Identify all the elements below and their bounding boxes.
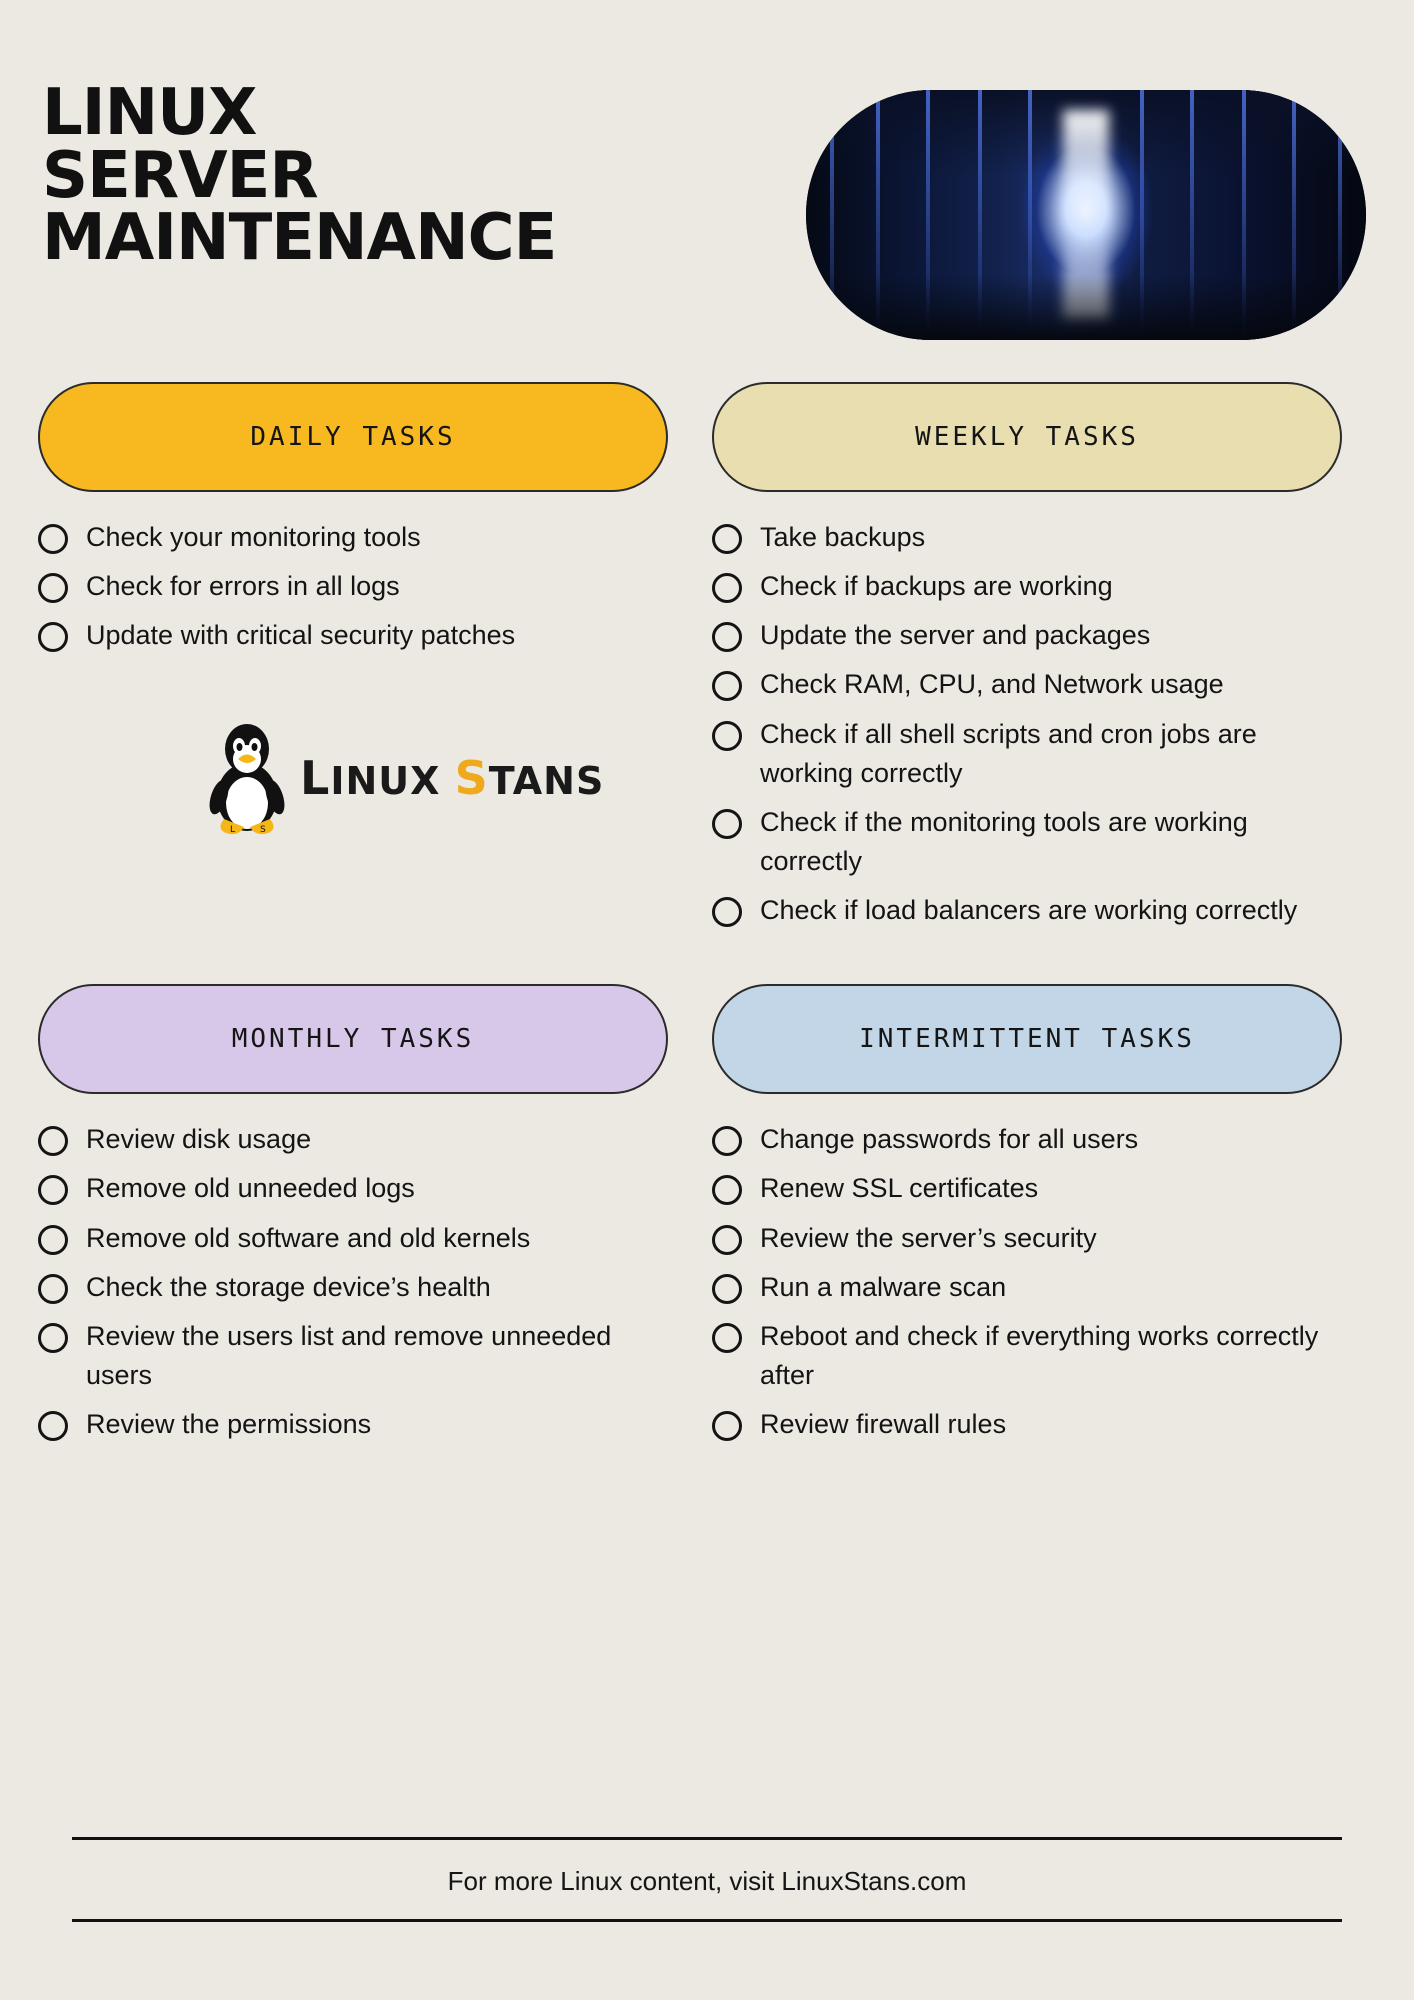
- task-label: Check the storage device’s health: [86, 1271, 491, 1302]
- task-label: Remove old unneeded logs: [86, 1173, 415, 1204]
- list-item[interactable]: [712, 803, 1342, 881]
- intermittent-task-list: [712, 1120, 1342, 1444]
- checkbox-icon[interactable]: [38, 622, 68, 652]
- list-item[interactable]: [38, 1219, 668, 1258]
- server-room-image: [806, 90, 1366, 340]
- checkbox-icon[interactable]: [38, 1126, 68, 1156]
- task-label: Take backups: [760, 522, 926, 552]
- task-label: Check if all shell scripts and cron jobs are working correctly: [760, 718, 1257, 788]
- list-item[interactable]: [38, 1268, 668, 1307]
- checkbox-icon[interactable]: [712, 1225, 742, 1255]
- list-item[interactable]: [38, 1317, 668, 1395]
- weekly-heading: WEEKLY TASKS: [712, 382, 1342, 492]
- checkbox-icon[interactable]: [38, 573, 68, 603]
- logo-part-1: L: [300, 751, 331, 806]
- task-label: Reboot and check if everything works correctly after: [760, 1320, 1319, 1390]
- list-item[interactable]: [712, 891, 1342, 930]
- intermittent-heading: INTERMITTENT TASKS: [712, 984, 1342, 1094]
- task-label: Check for errors in all logs: [86, 571, 400, 602]
- task-label: Update with critical security patches: [86, 620, 516, 651]
- checkbox-icon[interactable]: [712, 524, 742, 554]
- list-item[interactable]: [712, 715, 1342, 793]
- checkbox-icon[interactable]: [38, 1323, 68, 1353]
- task-label: Check your monitoring tools: [86, 522, 421, 552]
- monthly-heading: MONTHLY TASKS: [38, 984, 668, 1094]
- list-item[interactable]: [712, 616, 1342, 655]
- svg-text:S: S: [260, 825, 266, 836]
- checkbox-icon[interactable]: [38, 1274, 68, 1304]
- list-item[interactable]: [712, 665, 1342, 704]
- task-label: Review the server’s security: [760, 1222, 1097, 1253]
- list-item[interactable]: [38, 1405, 668, 1444]
- footer: [72, 1837, 1342, 1922]
- monthly-task-list: [38, 1120, 668, 1444]
- checkbox-icon[interactable]: [712, 1126, 742, 1156]
- list-item[interactable]: [38, 567, 668, 606]
- footer-text: For more Linux content, visit LinuxStans.com: [447, 1866, 967, 1896]
- hero-floor-shade: [806, 275, 1366, 340]
- task-label: Renew SSL certificates: [760, 1173, 1039, 1204]
- checkbox-icon[interactable]: [712, 573, 742, 603]
- list-item[interactable]: [38, 1169, 668, 1208]
- title-line-1: LINUX: [42, 76, 257, 150]
- checkbox-icon[interactable]: [712, 1323, 742, 1353]
- task-label: Check if backups are working: [760, 571, 1113, 602]
- brand-logo: [208, 719, 668, 837]
- list-item[interactable]: [38, 518, 668, 557]
- checkbox-icon[interactable]: [38, 1225, 68, 1255]
- daily-task-list: [38, 518, 668, 655]
- checkbox-icon[interactable]: [712, 1411, 742, 1441]
- task-label: Review the permissions: [86, 1409, 372, 1440]
- task-label: Check RAM, CPU, and Network usage: [760, 669, 1224, 700]
- list-item[interactable]: [712, 518, 1342, 557]
- logo-wordmark: [300, 751, 604, 805]
- list-item[interactable]: [38, 616, 668, 655]
- task-label: Review disk usage: [86, 1124, 312, 1155]
- checkbox-icon[interactable]: [712, 721, 742, 751]
- checkbox-icon[interactable]: [712, 1274, 742, 1304]
- daily-section: [38, 382, 668, 940]
- top-sections: [0, 382, 1414, 940]
- title-line-3: MAINTENANCE: [42, 201, 557, 276]
- list-item[interactable]: [712, 1268, 1342, 1307]
- task-label: Check if load balancers are working correctly: [760, 895, 1298, 926]
- checkbox-icon[interactable]: [38, 524, 68, 554]
- checkbox-icon[interactable]: [712, 1175, 742, 1205]
- daily-heading: DAILY TASKS: [38, 382, 668, 492]
- checkbox-icon[interactable]: [38, 1411, 68, 1441]
- list-item[interactable]: [712, 1120, 1342, 1159]
- list-item[interactable]: [712, 1169, 1342, 1208]
- task-label: Review firewall rules: [760, 1409, 1007, 1440]
- tux-penguin-icon: [208, 719, 286, 837]
- checkbox-icon[interactable]: [712, 622, 742, 652]
- list-item[interactable]: [712, 567, 1342, 606]
- svg-text:L: L: [230, 825, 236, 836]
- logo-part-4: TANS: [488, 759, 605, 804]
- bottom-sections: [0, 984, 1414, 1454]
- weekly-section: [712, 382, 1342, 940]
- intermittent-section: [712, 984, 1342, 1454]
- checkbox-icon[interactable]: [38, 1175, 68, 1205]
- task-label: Run a malware scan: [760, 1271, 1007, 1302]
- list-item[interactable]: [712, 1317, 1342, 1395]
- task-label: Update the server and packages: [760, 620, 1151, 651]
- task-label: Check if the monitoring tools are working correctly: [760, 806, 1248, 876]
- task-label: Review the users list and remove unneeded users: [86, 1320, 612, 1390]
- task-label: Change passwords for all users: [760, 1124, 1139, 1155]
- logo-part-3: S: [454, 751, 489, 806]
- list-item[interactable]: [712, 1405, 1342, 1444]
- list-item[interactable]: [712, 1219, 1342, 1258]
- title-line-2: SERVER: [42, 138, 318, 213]
- task-label: Remove old software and old kernels: [86, 1222, 531, 1253]
- monthly-section: [38, 984, 668, 1454]
- page-title: [42, 76, 557, 276]
- weekly-task-list: [712, 518, 1342, 930]
- header: [0, 0, 1414, 340]
- logo-part-2: INUX: [330, 759, 455, 804]
- checkbox-icon[interactable]: [712, 809, 742, 839]
- checkbox-icon[interactable]: [712, 671, 742, 701]
- checkbox-icon[interactable]: [712, 897, 742, 927]
- list-item[interactable]: [38, 1120, 668, 1159]
- footer-divider-bottom: [72, 1919, 1342, 1922]
